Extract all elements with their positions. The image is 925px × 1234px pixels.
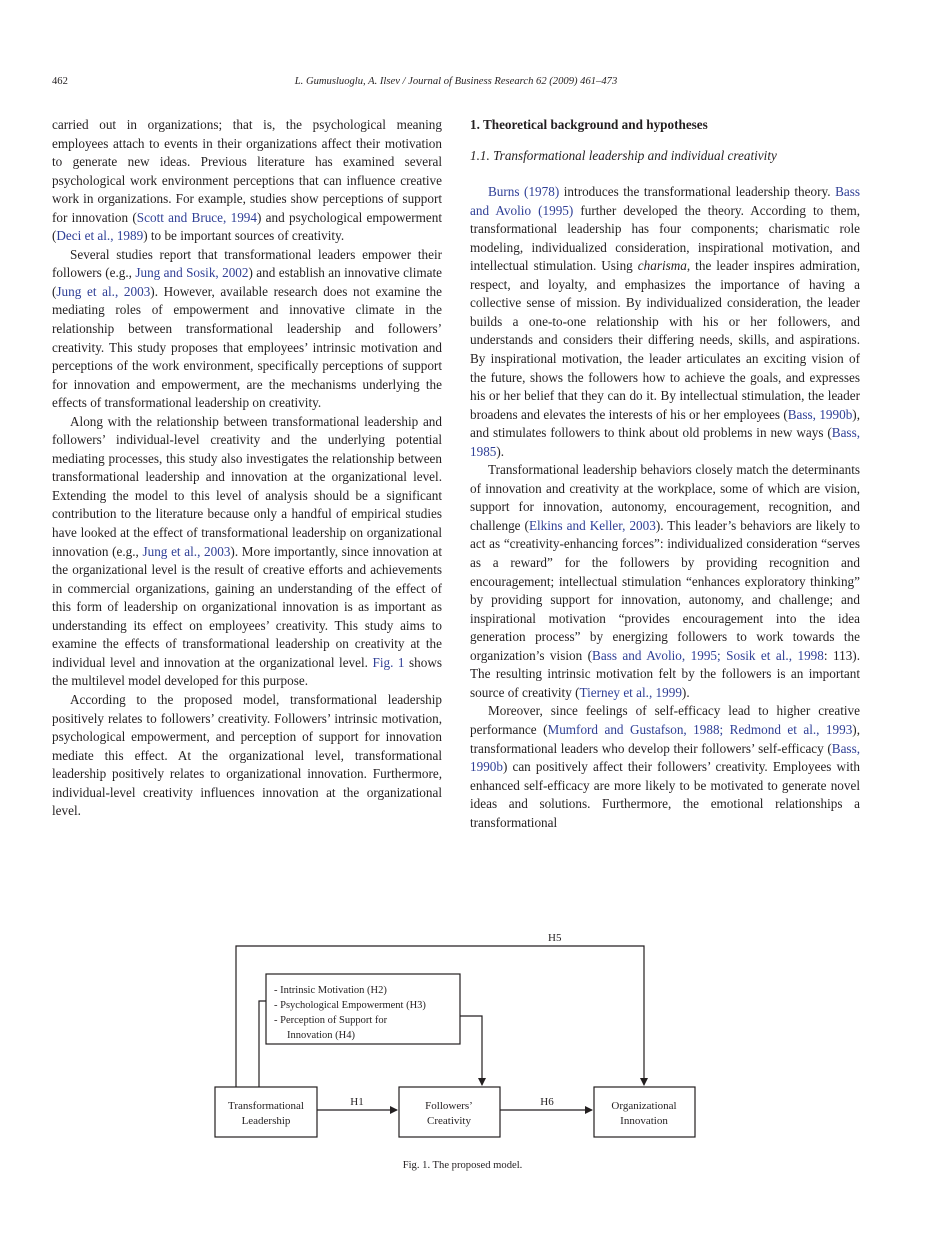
text-run: Transformational leadership behaviors closely match the determinants of innovation and creativity at the workplace, some of which are vision, support for innovation, autonomy, encouragement, recognition, and challenge ( — [470, 462, 860, 533]
citation-link[interactable]: Bass, 1990b — [787, 406, 853, 422]
text-run: Several studies report that transformational leaders empower their followers (e.g., — [52, 246, 442, 281]
leadership-label: Transformational — [228, 1100, 304, 1112]
proposed-model-diagram — [0, 920, 925, 1180]
text-run: Along with the relationship between transformational leadership and followers’ individual-level creativity and the underlying potential mediating processes, this study also investigates the relationship between transformational leadership and innovation at the organizational level. Extending the model to this level of analysis should be a significant contribution to the literature because only a handful of empirical studies have looked at the effect of transformational leadership on organizational innovation (e.g., — [52, 413, 442, 559]
leadership-box — [215, 1087, 317, 1137]
paragraph — [470, 183, 860, 461]
text-run: ) can positively affect their followers’ creativity. Employees with enhanced self-efficacy are more likely to be motivated to generate novel ideas and solutions. Furthermore, the emotional relationships a transformational — [470, 759, 860, 830]
creativity-box — [399, 1087, 500, 1137]
text-run: : 113). The resulting intrinsic motivation felt by the followers is an important source of creativity ( — [470, 647, 860, 700]
figure-reference-link[interactable]: Fig. 1 — [372, 654, 405, 670]
paragraph — [52, 246, 442, 413]
citation-link[interactable]: Bass and Avolio (1995) — [470, 184, 860, 218]
citation-link[interactable]: Jung and Sosik, 2002 — [135, 265, 249, 281]
h1-label: H1 — [350, 1096, 364, 1108]
text-run: ). However, available research does not examine the mediating roles of empowerment and innovative climate in the relationship between transformational leadership and followers’ creativity. This study proposes that employees’ intrinsic motivation and perceptions of the work environment, specifically perceptions of support for innovation and empowerment, are the mechanisms underlying the effects of transformational leadership on creativity. — [52, 283, 442, 411]
h6-label: H6 — [540, 1096, 554, 1108]
mediator-line: - Intrinsic Motivation (H2) — [274, 985, 387, 996]
leadership-label: Leadership — [241, 1115, 291, 1127]
emphasis: charisma — [637, 258, 687, 274]
text-run: Moreover, since feelings of self-efficacy lead to higher creative performance ( — [470, 703, 860, 737]
section-heading: 1. Theoretical background and hypotheses — [470, 117, 708, 132]
text-run: carried out in organizations; that is, the psychological meaning employees attach to events in their organizations affect their motivation to generate new ideas. Previous literature has examined several psychological work environment perceptions that can influence creative work in organizations. For example, studies show perceptions of support for innovation ( — [52, 117, 442, 225]
citation-link[interactable]: Elkins and Keller, 2003 — [528, 517, 656, 533]
citation-link[interactable]: Bass, 1985 — [470, 425, 860, 459]
text-run: introduces the transformational leadership theory. — [559, 184, 836, 200]
paragraph — [470, 461, 860, 702]
mediator-line: - Psychological Empowerment (H3) — [274, 1000, 426, 1011]
mediators-to-creativity-arrow — [460, 1016, 482, 1085]
text-run: , the leader inspires admiration, respect, and loyalty, and emphasizes the importance of having a collective sense of mission. By individualized consideration, the leader builds a one-to-one relationship with his or her followers, and understands and considers their differing needs, skills, and aspirations. By inspirational motivation, the leader articulates an exciting vision of the future, shows the followers how to achieve the goals, and expresses his or her belief that they can do it. By intellectual stimulation, the leader broadens and elevates the interests of his or her employees ( — [470, 258, 860, 422]
citation-link[interactable]: Jung et al., 2003 — [142, 543, 231, 559]
text-run: ) and establish an innovative climate ( — [52, 265, 442, 299]
paragraph: According to the proposed model, transformational leadership positively relates to followers’ creativity. Followers’ intrinsic motivation, psychological empowerment, and perception of support for innovation mediate this effect. At the organizational level, transformational leadership positively relates to organizational innovation. Furthermore, individual-level creativity influences innovation at the organizational level. — [52, 691, 442, 819]
mediator-line: - Perception of Support for — [274, 1015, 388, 1026]
text-run: ). — [496, 443, 505, 459]
page-number: 462 — [52, 76, 68, 87]
text-run: ) to be important sources of creativity. — [143, 228, 345, 244]
text-run: ). More importantly, since innovation at the organizational level is the result of creative efforts and achievements in commercial organizations, gaining an understanding of the effect of this form of leadership on organizational innovation is as important as understanding its effect on employees’ creativity. This study aims to examine the effects of transformational leadership on creativity at the individual level and innovation at the organizational level. — [52, 543, 443, 670]
text-run: ), transformational leaders who develop their followers’ self-efficacy ( — [470, 721, 860, 756]
paragraph — [52, 413, 442, 691]
subsection-heading: 1.1. Transformational leadership and individual creativity — [470, 147, 777, 163]
citation-link[interactable]: Scott and Bruce, 1994 — [136, 209, 257, 225]
innovation-label: Organizational — [611, 1100, 677, 1112]
running-header — [52, 76, 860, 92]
text-run: shows the multilevel model developed for this purpose. — [52, 654, 442, 689]
running-title: L. Gumusluoglu, A. Ilsev / Journal of Business Research 62 (2009) 461–473 — [294, 76, 618, 87]
text-run: ) and psychological empowerment ( — [52, 209, 442, 244]
h5-label: H5 — [548, 932, 562, 944]
mediator-line: Innovation (H4) — [287, 1030, 355, 1041]
citation-link[interactable]: Deci et al., 1989 — [56, 228, 144, 244]
text-run: ). This leader’s behaviors are likely to act as “creativity-enhancing forces”: individualized consideration “serves as a reward” for the followers by providing recognition and encouragement; intellectual stimulation “enhances exploratory thinking” by providing support for innovation, autonomy, and challenge; and inspirational motivation “provides encouragement into the idea generation process” by energizing followers to work towards the organization’s vision ( — [470, 517, 861, 663]
citation-link[interactable]: Burns (1978) — [488, 184, 560, 200]
citation-link[interactable]: Bass and Avolio, 1995; Sosik et al., 1998 — [592, 647, 824, 663]
citation-link[interactable]: Bass, 1990b — [470, 740, 860, 775]
leadership-to-mediators-connector — [259, 1001, 266, 1087]
citation-link[interactable]: Tierney et al., 1999 — [579, 684, 682, 700]
left-column — [52, 116, 442, 821]
paragraph — [52, 116, 442, 246]
innovation-box — [594, 1087, 695, 1137]
citation-link[interactable]: Mumford and Gustafson, 1988; Redmond et al., 1993 — [547, 721, 853, 737]
right-column — [470, 116, 860, 832]
creativity-label: Followers’ — [425, 1100, 473, 1112]
citation-link[interactable]: Jung et al., 2003 — [56, 283, 151, 299]
text-run: ). — [681, 684, 690, 700]
creativity-label: Creativity — [427, 1115, 471, 1127]
figure-caption: Fig. 1. The proposed model. — [402, 1160, 523, 1171]
innovation-label: Innovation — [620, 1115, 668, 1127]
paragraph — [470, 702, 860, 832]
text-run: ), and stimulates followers to think about old problems in new ways ( — [470, 406, 860, 441]
text-run: further developed the theory. According to them, transformational leadership has four components; charismatic role modeling, individualized consideration, inspirational motivation, and intellectual stimulation. Using — [470, 202, 860, 274]
